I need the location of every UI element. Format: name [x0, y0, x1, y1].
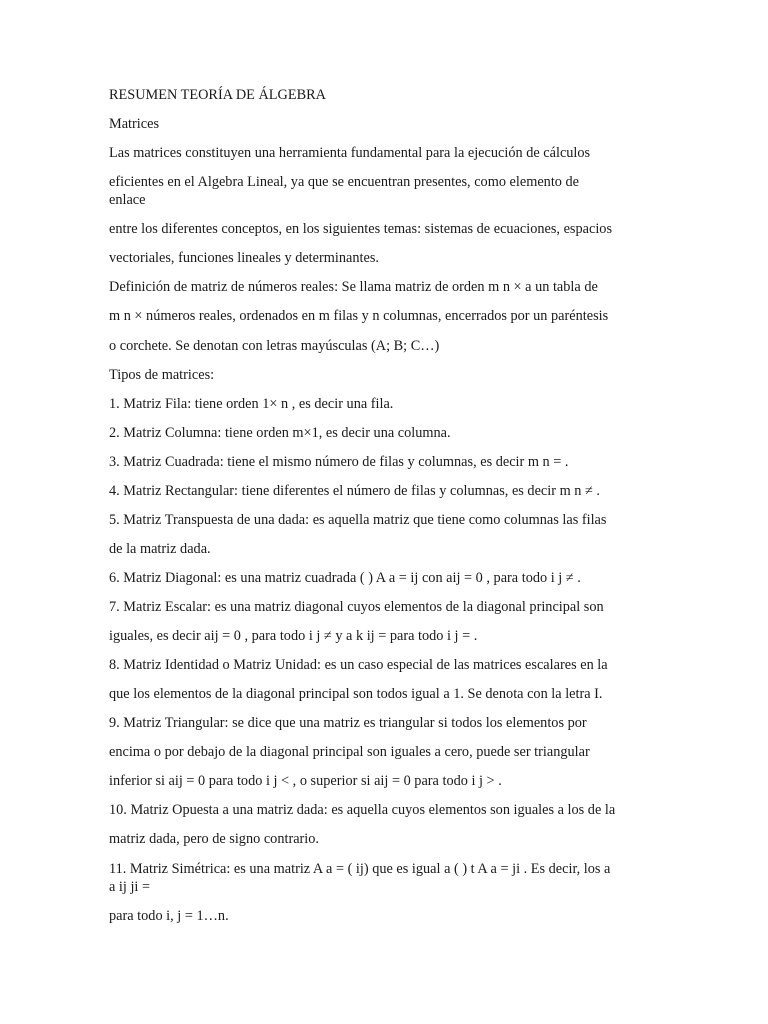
- list-item: para todo i, j = 1…n.: [109, 908, 229, 924]
- list-item: 9. Matriz Triangular: se dice que una matriz es triangular si todos los elementos por: [109, 715, 587, 731]
- list-item: 1. Matriz Fila: tiene orden 1× n , es decir una fila.: [109, 396, 394, 412]
- paragraph-line: eficientes en el Algebra Lineal, ya que se encuentran presentes, como elemento de: [109, 174, 580, 190]
- document-title: RESUMEN TEORÍA DE ÁLGEBRA: [109, 87, 326, 103]
- list-item: que los elementos de la diagonal principal son todos igual a 1. Se denota con la letra I.: [109, 686, 603, 702]
- list-item: 11. Matriz Simétrica: es una matriz A a = ( ij) que es igual a ( ) t A a = ji . Es decir, los a: [109, 861, 611, 877]
- list-item: 2. Matriz Columna: tiene orden m×1, es decir una columna.: [109, 425, 451, 441]
- section-heading-tipos: Tipos de matrices:: [109, 367, 215, 383]
- list-item: matriz dada, pero de signo contrario.: [109, 831, 320, 847]
- section-heading-matrices: Matrices: [109, 116, 160, 132]
- list-item: 10. Matriz Opuesta a una matriz dada: es aquella cuyos elementos son iguales a los de la: [109, 802, 616, 818]
- paragraph-line: vectoriales, funciones lineales y determinantes.: [109, 250, 379, 266]
- list-item: 8. Matriz Identidad o Matriz Unidad: es un caso especial de las matrices escalares en la: [109, 657, 608, 673]
- list-item: 4. Matriz Rectangular: tiene diferentes el número de filas y columnas, es decir m n ≠ .: [109, 483, 600, 499]
- list-item: iguales, es decir aij = 0 , para todo i j ≠ y a k ij = para todo i j = .: [109, 628, 478, 644]
- list-item: 5. Matriz Transpuesta de una dada: es aquella matriz que tiene como columnas las filas: [109, 512, 607, 528]
- list-item: 7. Matriz Escalar: es una matriz diagonal cuyos elementos de la diagonal principal son: [109, 599, 604, 615]
- paragraph-line: enlace: [109, 192, 146, 208]
- list-item: inferior si aij = 0 para todo i j < , o superior si aij = 0 para todo i j > .: [109, 773, 502, 789]
- definition-line: o corchete. Se denotan con letras mayúsculas (A; B; C…): [109, 338, 440, 354]
- definition-line: Definición de matriz de números reales: Se llama matriz de orden m n × a un tabla de: [109, 279, 598, 295]
- paragraph-line: entre los diferentes conceptos, en los siguientes temas: sistemas de ecuaciones, espacios: [109, 221, 613, 237]
- paragraph-line: Las matrices constituyen una herramienta fundamental para la ejecución de cálculos: [109, 145, 591, 161]
- list-item: de la matriz dada.: [109, 541, 211, 557]
- list-item: 3. Matriz Cuadrada: tiene el mismo número de filas y columnas, es decir m n = .: [109, 454, 569, 470]
- definition-line: m n × números reales, ordenados en m filas y n columnas, encerrados por un paréntesis: [109, 308, 609, 324]
- list-item: 6. Matriz Diagonal: es una matriz cuadrada ( ) A a = ij con aij = 0 , para todo i j ≠ .: [109, 570, 581, 586]
- list-item: encima o por debajo de la diagonal principal son iguales a cero, puede ser triangular: [109, 744, 590, 760]
- list-item: a ij ji =: [109, 879, 151, 895]
